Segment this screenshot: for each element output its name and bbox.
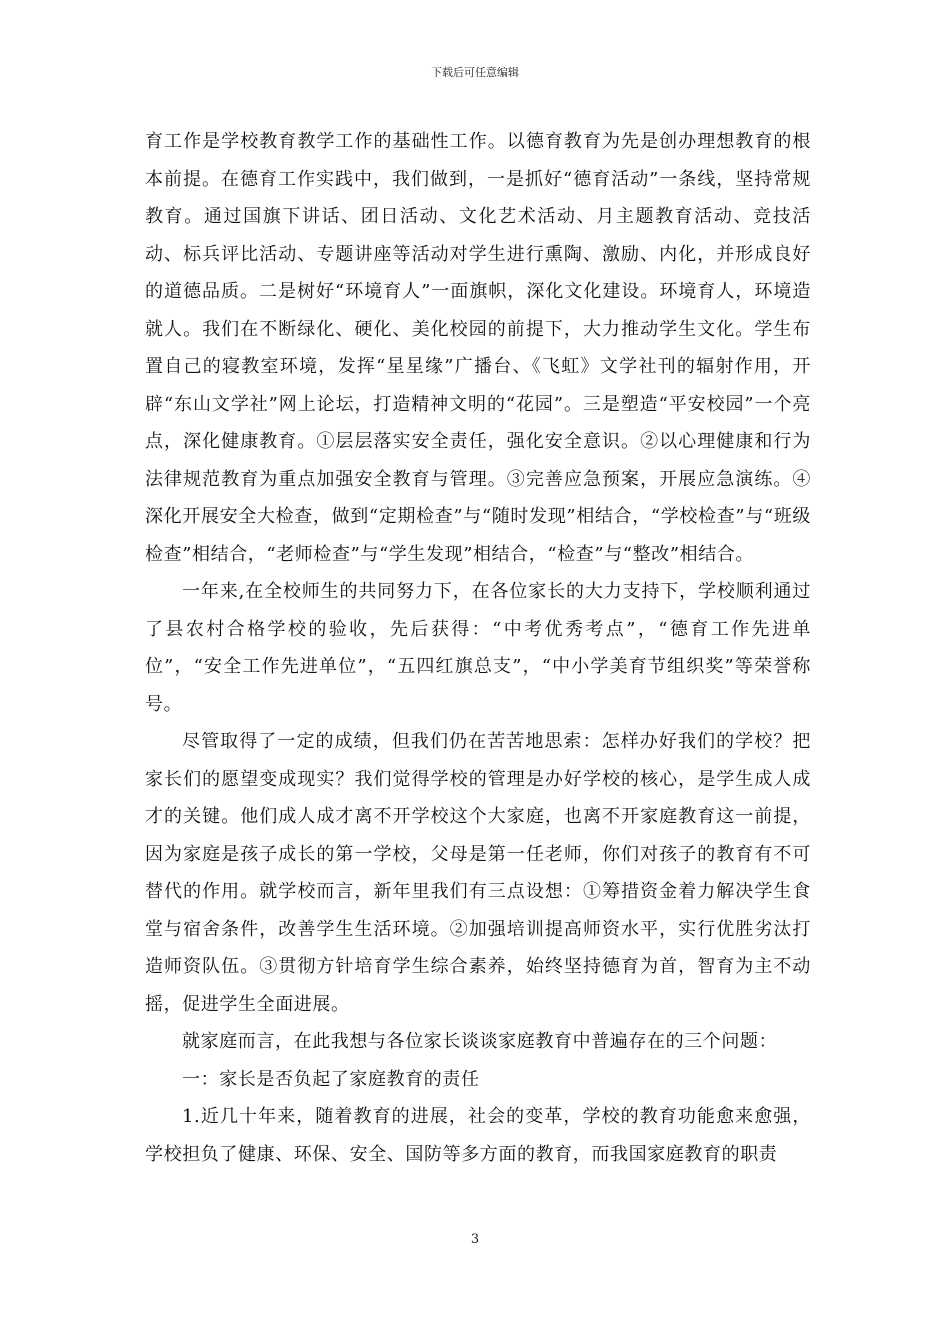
section-heading-parent-responsibility: 一：家长是否负起了家庭教育的责任 — [182, 1068, 480, 1090]
paragraph-point-one: 1.近几十年来，随着教育的进展，社会的变革，学校的教育功能愈来愈强，学校担负了健康、环保、安全、国防等多方面的教育，而我国家庭教育的职责 — [145, 1106, 811, 1165]
paragraph-moral-education: 育工作是学校教育教学工作的基础性工作。以德育教育为先是创办理想教育的根本前提。在德育工作实践中，我们做到，一是抓好“德育活动”一条线，坚持常规教育。通过国旗下讲话、团日活动、文化艺术活动、月主题教育活动、竞技活动、标兵评比活动、专题讲座等活动对学生进行熏陶、激励、内化，并形成良好的道德品质。二是树好“环境育人”一面旗帜，深化文化建设。环境育人，环境造就人。我们在不断绿化、硬化、美化校园的前提下，大力推动学生文化。学生布置自己的寝教室环境，发挥“星星缘”广播台、《飞虹》文学社刊的辐射作用，开辟“东山文学社”网上论坛，打造精神文明的“花园”。三是塑造“平安校园”一个亮点，深化健康教育。①层层落实安全责任，强化安全意识。②以心理健康和行为法律规范教育为重点加强安全教育与管理。③完善应急预案，开展应急演练。④深化开展安全大检查，做到“定期检查”与“随时发现”相结合，“学校检查”与“班级检查”相结合，“老师检查”与“学生发现”相结合，“检查”与“整改”相结合。 — [145, 131, 811, 565]
paragraph-school-plans: 尽管取得了一定的成绩，但我们仍在苦苦地思索：怎样办好我们的学校？把家长们的愿望变成现实？我们觉得学校的管理是办好学校的核心，是学生成人成才的关键。他们成人成才离不开学校这个大家庭，也离不开家庭教育这一前提，因为家庭是孩子成长的第一学校，父母是第一任老师，你们对孩子的教育有不可替代的作用。就学校而言，新年里我们有三点设想：①筹措资金着力解决学生食堂与宿舍条件，改善学生生活环境。②加强培训提高师资水平，实行优胜劣汰打造师资队伍。③贯彻方针培育学生综合素养，始终坚持德育为首，智育为主不动摇，促进学生全面进展。 — [145, 731, 811, 1015]
document-body — [145, 123, 811, 1173]
paragraph-family-intro: 就家庭而言，在此我想与各位家长谈谈家庭教育中普遍存在的三个问题： — [182, 1031, 778, 1052]
page-number: 3 — [470, 1232, 480, 1247]
paragraph-achievements: 一年来,在全校师生的共同努力下，在各位家长的大力支持下，学校顺利通过了县农村合格学校的验收，先后获得：“中考优秀考点”，“德育工作先进单位”，“安全工作先进单位”，“五四红旗总支”，“中小学美育节组织奖”等荣誉称号。 — [145, 581, 811, 715]
page-header: 下载后可任意编辑 — [431, 66, 519, 79]
